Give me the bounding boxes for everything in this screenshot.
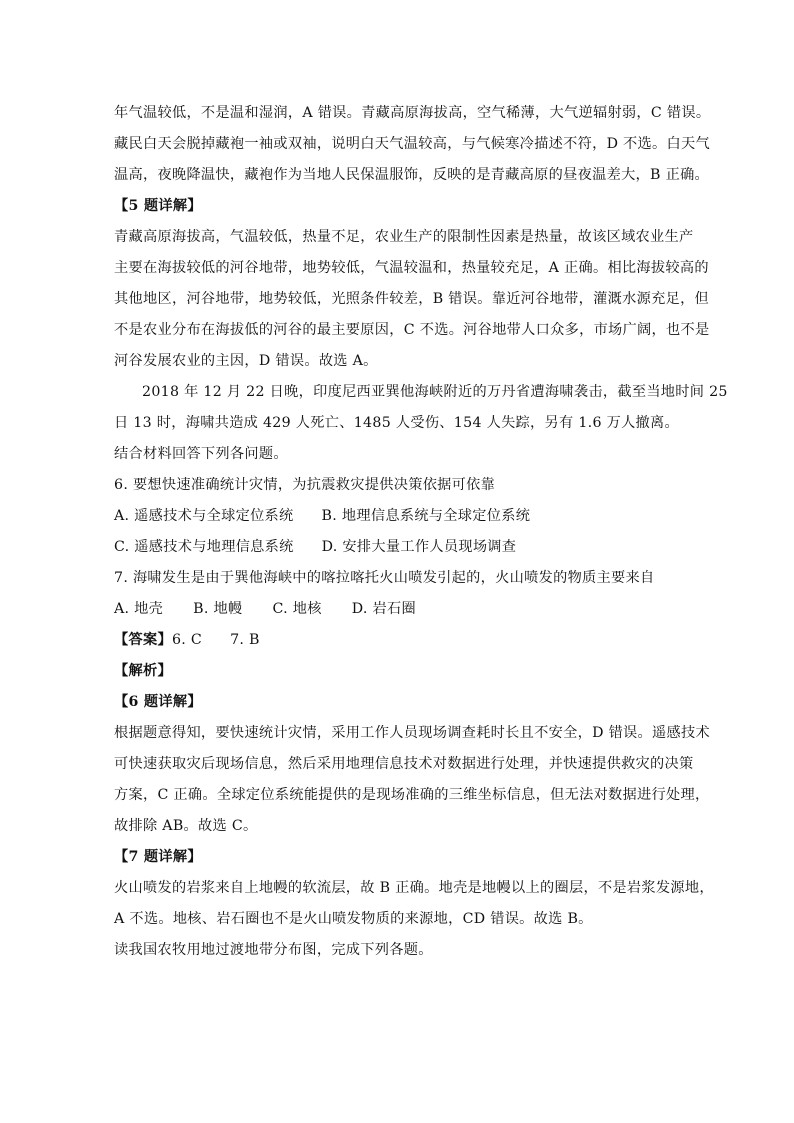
text-line: 温高，夜晚降温快，藏袍作为当地人民保温服饰，反映的是青藏高原的昼夜温差大，B 正确。	[114, 167, 710, 183]
q6-options-row-1	[114, 506, 530, 526]
question-7: 7. 海啸发生是由于巽他海峡中的喀拉喀托火山喷发引起的，火山喷发的物质主要来自	[114, 570, 655, 586]
question-6: 6. 要想快速准确统计灾情，为抗震救灾提供决策依据可依靠	[114, 477, 496, 493]
text-line: 故排除 AB。故选 C。	[114, 818, 258, 834]
answer-label: 【答案】	[114, 632, 172, 648]
q6-option-c: C. 遥感技术与地理信息系统	[114, 539, 294, 555]
q7-option-b: B. 地幔	[193, 601, 243, 617]
material-line: 2018 年 12 月 22 日晚，印度尼西亚巽他海峡附近的万丹省遭海啸袭击，截至当地时间 25	[142, 384, 728, 400]
q6-option-d: D. 安排大量工作人员现场调查	[321, 539, 517, 555]
q6-options-row-2	[114, 537, 516, 557]
text-line: A 不选。地核、岩石圈也不是火山喷发物质的来源地，CD 错误。故选 B。	[114, 911, 593, 927]
text-line: 火山喷发的岩浆来自上地幔的软流层，故 B 正确。地壳是地幔以上的圈层，不是岩浆发源地，	[114, 880, 714, 896]
q7-heading: 【7 题详解】	[114, 849, 202, 865]
text-line: 藏民白天会脱掉藏袍一袖或双袖，说明白天气温较高，与气候寒冷描述不符，D 不选。白天气	[114, 136, 710, 152]
q6-option-a: A. 遥感技术与全球定位系统	[114, 508, 294, 524]
text-line: 年气温较低，不是温和湿润，A 错误。青藏高原海拔高，空气稀薄，大气逆辐射弱，C 错误。	[114, 105, 711, 121]
material-line: 日 13 时，海啸共造成 429 人死亡、1485 人受伤、154 人失踪，另有 1.6 万人撤离。	[114, 415, 680, 431]
q7-option-d: D. 岩石圈	[351, 601, 416, 617]
text-line: 根据题意得知，要快速统计灾情，采用工作人员现场调查耗时长且不安全，D 错误。遥感技术	[114, 725, 710, 741]
q6-heading: 【6 题详解】	[114, 694, 202, 710]
q5-heading: 【5 题详解】	[114, 198, 202, 214]
text-line: 不是农业分布在海拔低的河谷的最主要原因，C 不选。河谷地带人口众多，市场广阔，也不是	[114, 322, 710, 338]
q7-option-c: C. 地核	[272, 601, 322, 617]
text-line: 主要在海拔较低的河谷地带，地势较低，气温较温和，热量较充足，A 正确。相比海拔较高的	[114, 260, 709, 276]
text-line: 河谷发展农业的主因，D 错误。故选 A。	[114, 353, 378, 369]
answer-6: 6. C	[171, 632, 203, 648]
q6-option-b: B. 地理信息系统与全球定位系统	[321, 508, 531, 524]
answer-line	[114, 630, 260, 650]
answer-7: 7. B	[230, 632, 260, 648]
analysis-heading: 【解析】	[114, 663, 172, 679]
text-line: 可快速获取灾后现场信息，然后采用地理信息技术对数据进行处理，并快速提供救灾的决策	[114, 756, 694, 772]
text-line: 其他地区，河谷地带，地势较低，光照条件较差，B 错误。靠近河谷地带，灌溉水源充足，但	[114, 291, 710, 307]
text-line: 方案，C 正确。全球定位系统能提供的是现场准确的三维坐标信息，但无法对数据进行处理，	[114, 787, 710, 803]
material-line: 结合材料回答下列各问题。	[114, 446, 288, 462]
q7-option-a: A. 地壳	[114, 601, 164, 617]
text-line: 读我国农牧用地过渡地带分布图，完成下列各题。	[114, 942, 433, 958]
q7-options	[114, 599, 416, 619]
text-line: 青藏高原海拔高，气温较低，热量不足，农业生产的限制性因素是热量，故该区域农业生产	[114, 229, 694, 245]
